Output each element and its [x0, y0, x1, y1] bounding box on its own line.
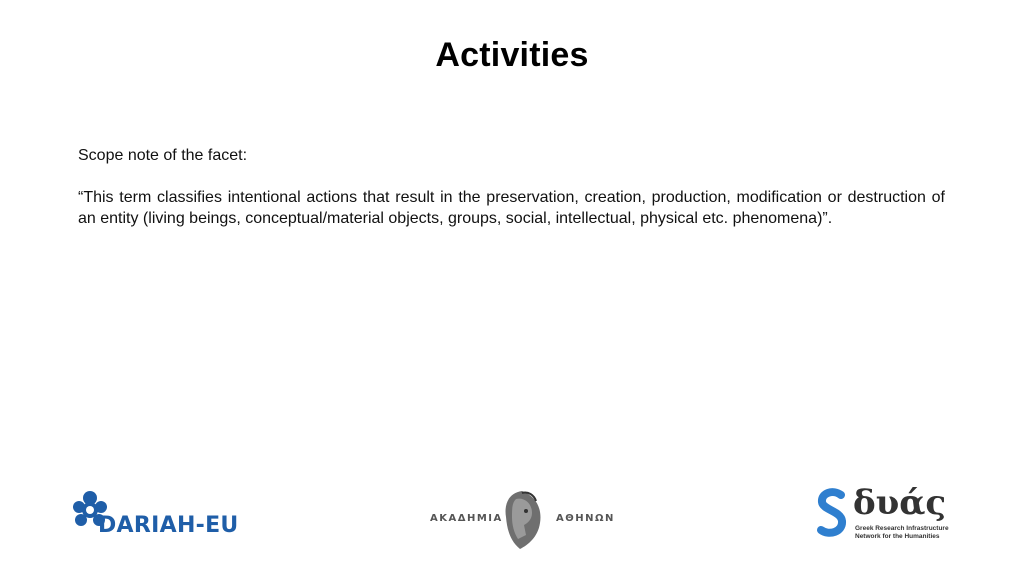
dyas-logo — [815, 483, 965, 547]
slide-title: Activities — [435, 36, 589, 74]
dyas-subtitle-line-1: Greek Research Infrastructure — [855, 525, 949, 532]
scope-note-label: Scope note of the facet: — [78, 147, 248, 164]
dyas-subtitle — [855, 525, 949, 541]
dariah-eu-logo — [70, 489, 240, 545]
scope-note-quote: “This term classifies intentional actions that result in the preservation, creation, production, modification or destruction of an entity (living beings, conceptual/material objects, groups, social, intellectual, physical etc. phenomena)”. — [78, 189, 945, 227]
dyas-wordmark: δυάς — [853, 483, 947, 523]
dyas-subtitle-line-2: Network for the Humanities — [855, 533, 940, 540]
athena-head-icon — [498, 489, 546, 551]
athinon-text: ΑΘΗΝΩΝ — [556, 513, 615, 524]
dariah-eu-wordmark: DARIAH-EU — [98, 513, 239, 538]
academy-of-athens-logo — [428, 489, 615, 553]
dyas-s-icon — [815, 487, 851, 543]
akadimia-text: ΑΚΑΔΗΜΙΑ — [430, 513, 503, 524]
